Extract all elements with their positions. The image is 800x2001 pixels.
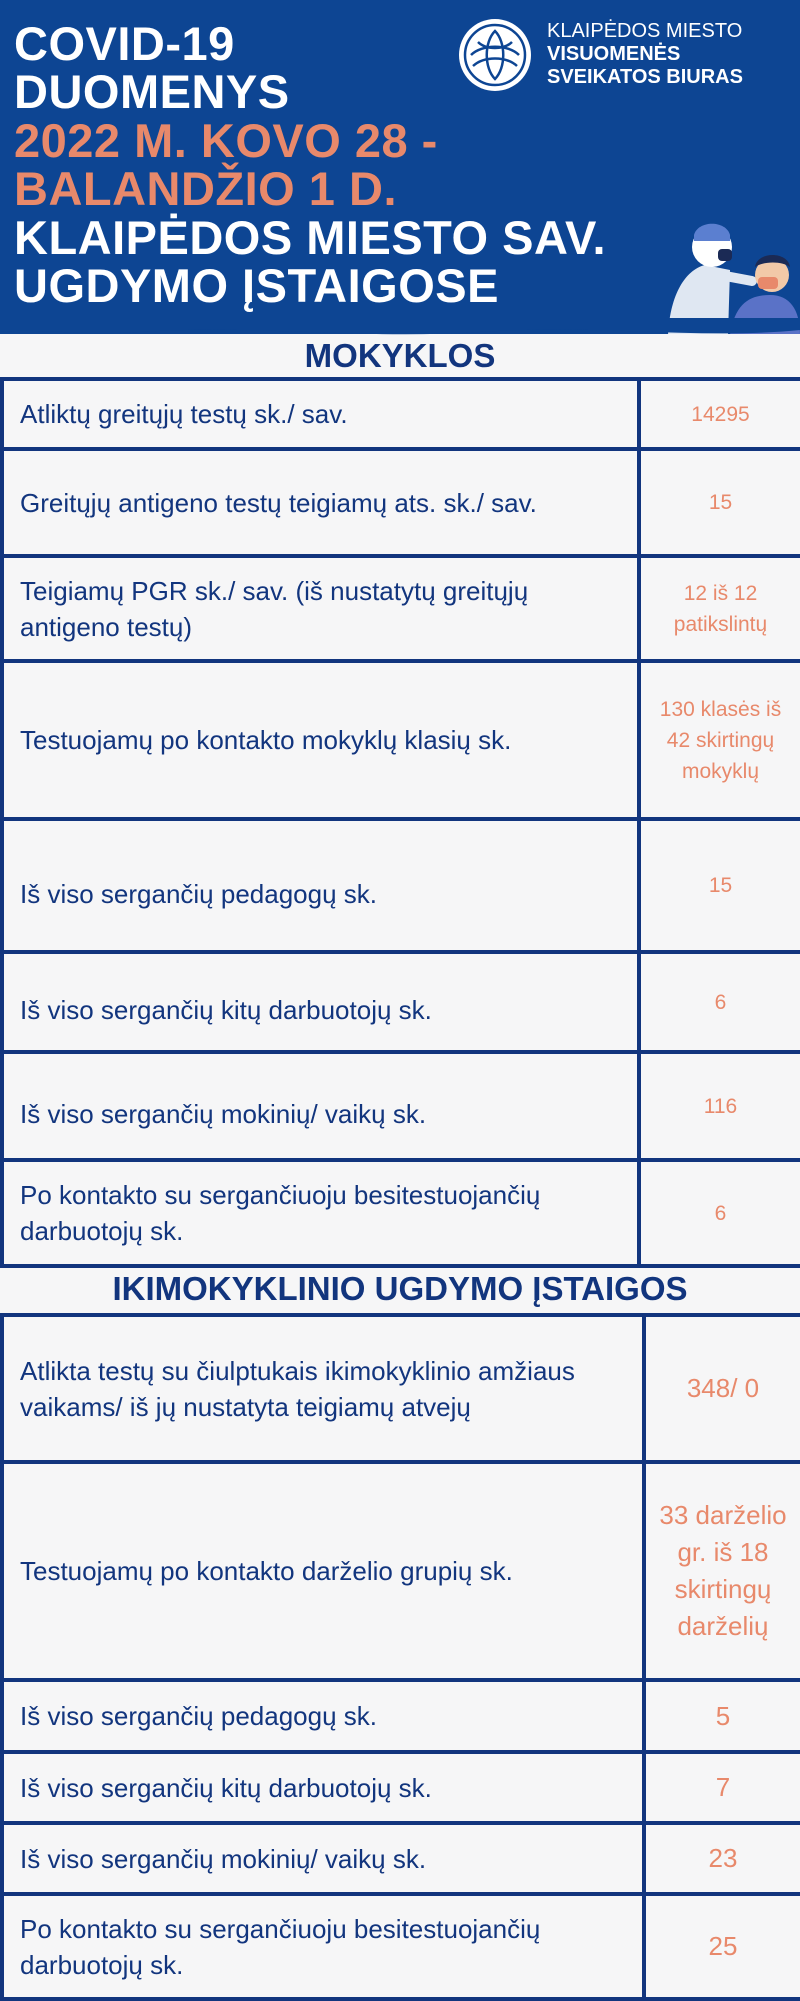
- row-label: Iš viso sergančių mokinių/ vaikų sk.: [2, 1052, 639, 1160]
- row-label: Iš viso sergančių pedagogų sk.: [2, 819, 639, 952]
- preschools-section-title: IKIMOKYKLINIO UGDYMO ĮSTAIGOS: [112, 1270, 688, 1307]
- date-line-1: 2022 M. KOVO 28 -: [14, 114, 438, 167]
- table-row: [2, 1462, 800, 1680]
- table-row: [2, 661, 800, 819]
- schools-table: [0, 377, 800, 1268]
- row-label: Teigiamų PGR sk./ sav. (iš nustatytų greitųjų antigeno testų): [2, 556, 639, 661]
- org-line-1: KLAIPĖDOS MIESTO: [547, 20, 743, 42]
- row-label: Iš viso sergančių kitų darbuotojų sk.: [2, 1752, 644, 1823]
- table-row: [2, 1680, 800, 1752]
- subtitle-line-2: UGDYMO ĮSTAIGOSE: [14, 259, 499, 312]
- table-row: [2, 1315, 800, 1462]
- row-value: 12 iš 12 patikslintų: [639, 556, 800, 661]
- table-row: [2, 1052, 800, 1160]
- table-row: [2, 379, 800, 449]
- row-value: 7: [644, 1752, 800, 1823]
- row-label: Po kontakto su sergančiuoju besitestuojančių darbuotojų sk.: [2, 1894, 644, 1999]
- row-label: Atliktų greitųjų testų sk./ sav.: [2, 379, 639, 449]
- row-value: 25: [644, 1894, 800, 1999]
- table-row: [2, 819, 800, 952]
- row-value: 15: [639, 819, 800, 952]
- table-row: [2, 1160, 800, 1266]
- table-row: [2, 1752, 800, 1823]
- organization-logo-icon: [458, 18, 532, 92]
- org-line-2: VISUOMENĖS: [547, 43, 681, 65]
- row-value: 130 klasės iš 42 skirtingų mokyklų: [639, 661, 800, 819]
- row-label: Po kontakto su sergančiuoju besitestuojančių darbuotojų sk.: [2, 1160, 639, 1266]
- row-value: 5: [644, 1680, 800, 1752]
- organization-name: [547, 20, 743, 89]
- preschools-table: [0, 1313, 800, 2001]
- title-line-2: DUOMENYS: [14, 65, 290, 118]
- title-line-1: COVID-19: [14, 17, 235, 70]
- subtitle-line-1: KLAIPĖDOS MIESTO SAV.: [14, 211, 607, 264]
- row-value: 23: [644, 1823, 800, 1894]
- row-value: 14295: [639, 379, 800, 449]
- row-label: Greitųjų antigeno testų teigiamų ats. sk./ sav.: [2, 449, 639, 556]
- row-label: Testuojamų po kontakto darželio grupių sk.: [2, 1462, 644, 1680]
- header-banner: [0, 0, 800, 334]
- row-label: Atlikta testų su čiulptukais ikimokyklinio amžiaus vaikams/ iš jų nustatyta teigiamų atvejų: [2, 1315, 644, 1462]
- table-row: [2, 952, 800, 1052]
- schools-section-title: MOKYKLOS: [304, 337, 496, 374]
- table-row: [2, 1823, 800, 1894]
- row-label: Iš viso sergančių kitų darbuotojų sk.: [2, 952, 639, 1052]
- row-label: Iš viso sergančių mokinių/ vaikų sk.: [2, 1823, 644, 1894]
- medical-testing-icon: [660, 215, 800, 334]
- table-row: [2, 1894, 800, 1999]
- row-value: 348/ 0: [644, 1315, 800, 1462]
- row-value: 6: [639, 952, 800, 1052]
- date-line-2: BALANDŽIO 1 D.: [14, 162, 397, 215]
- org-line-3: SVEIKATOS BIURAS: [547, 66, 743, 88]
- row-value: 6: [639, 1160, 800, 1266]
- row-label: Testuojamų po kontakto mokyklų klasių sk.: [2, 661, 639, 819]
- row-value: 33 darželio gr. iš 18 skirtingų darželių: [644, 1462, 800, 1680]
- row-value: 116: [639, 1052, 800, 1160]
- table-row: [2, 556, 800, 661]
- table-row: [2, 449, 800, 556]
- row-label: Iš viso sergančių pedagogų sk.: [2, 1680, 644, 1752]
- row-value: 15: [639, 449, 800, 556]
